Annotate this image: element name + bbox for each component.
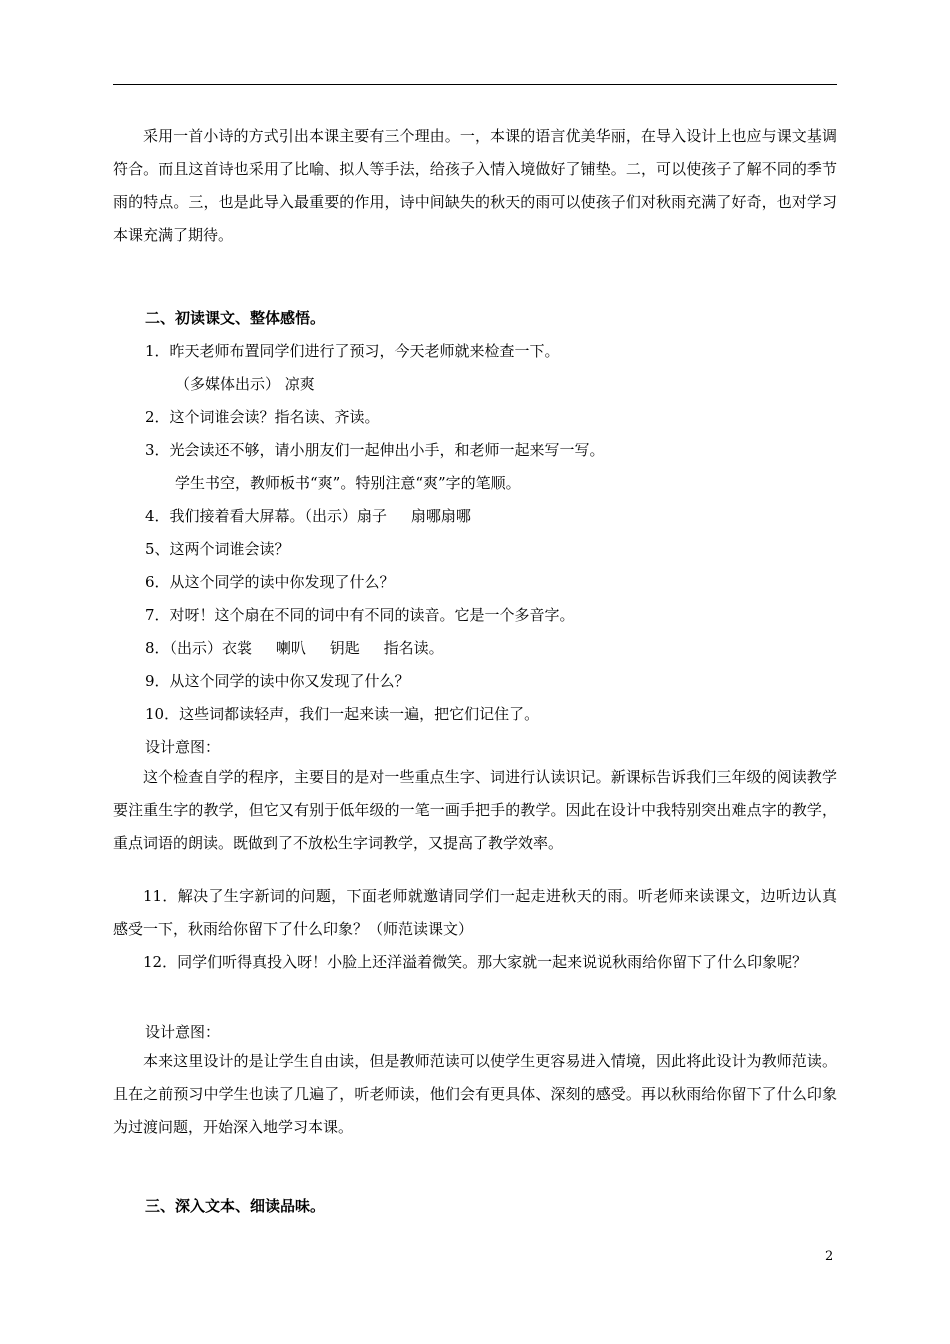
list-item-5: 5、这两个词谁会读？: [145, 540, 290, 558]
list-item-3: 3．光会读还不够，请小朋友们一起伸出小手，和老师一起来写一写。: [145, 441, 605, 459]
list-item-4: 4．我们接着看大屏幕。（出示）扇子 扇哪扇哪: [145, 507, 471, 525]
list-item-11: 11．解决了生字新词的问题，下面老师就邀请同学们一起走进秋天的雨。听老师来读课文，边听边认真感受一下，秋雨给你留下了什么印象？（师范读课文）: [113, 887, 837, 938]
list-item-6: 6．从这个同学的读中你发现了什么？: [145, 573, 395, 591]
list-item-8: 8．（出示）衣裳 喇叭 钥匙 指名读。: [145, 639, 444, 657]
list-item-1: 1．昨天老师布置同学们进行了预习，今天老师就来检查一下。: [145, 342, 560, 360]
design-intent-paragraph-2: 本来这里设计的是让学生自由读，但是教师范读可以使学生更容易进入情境，因此将此设计为教师范读。且在之前预习中学生也读了几遍了，听老师读，他们会有更具体、深刻的感受。再以秋雨给你留下了什么印象为过渡问题，开始深入地学习本课。: [113, 1052, 837, 1136]
list-item-1-sub: （多媒体出示） 凉爽: [175, 375, 315, 393]
list-item-10: 10．这些词都读轻声，我们一起来读一遍，把它们记住了。: [145, 705, 540, 723]
section-2-heading: 二、初读课文、整体感悟。: [145, 309, 326, 327]
list-item-9: 9．从这个同学的读中你又发现了什么？: [145, 672, 410, 690]
list-item-7: 7．对呀！这个扇在不同的词中有不同的读音。它是一个多音字。: [145, 606, 575, 624]
design-intent-paragraph-1: 这个检查自学的程序，主要目的是对一些重点生字、词进行认读识记。新课标告诉我们三年级的阅读教学要注重生字的教学，但它又有别于低年级的一笔一画手把手的教学。因此在设计中我特别突出难点字的教学，重点词语的朗读。既做到了不放松生字词教学，又提高了教学效率。: [113, 768, 837, 852]
list-item-12: 12．同学们听得真投入呀！小脸上还洋溢着微笑。那大家就一起来说说秋雨给你留下了什么印象呢？: [143, 953, 808, 971]
list-item-3-sub: 学生书空，教师板书“爽”。特别注意“爽”字的笔顺。: [175, 474, 521, 492]
design-intent-label-2: 设计意图：: [145, 1023, 221, 1041]
design-intent-label-1: 设计意图：: [145, 738, 221, 756]
intro-paragraph: 采用一首小诗的方式引出本课主要有三个理由。一，本课的语言优美华丽，在导入设计上也应与课文基调符合。而且这首诗也采用了比喻、拟人等手法，给孩子入情入境做好了铺垫。二，可以使孩子了解不同的季节雨的特点。三，也是此导入最重要的作用，诗中间缺失的秋天的雨可以使孩子们对秋雨充满了好奇，也对学习本课充满了期待。: [113, 127, 837, 244]
header-rule: [113, 84, 837, 85]
list-item-2: 2．这个词谁会读？指名读、齐读。: [145, 408, 380, 426]
page-number: 2: [825, 1249, 834, 1264]
section-3-heading: 三、深入文本、细读品味。: [145, 1197, 326, 1215]
